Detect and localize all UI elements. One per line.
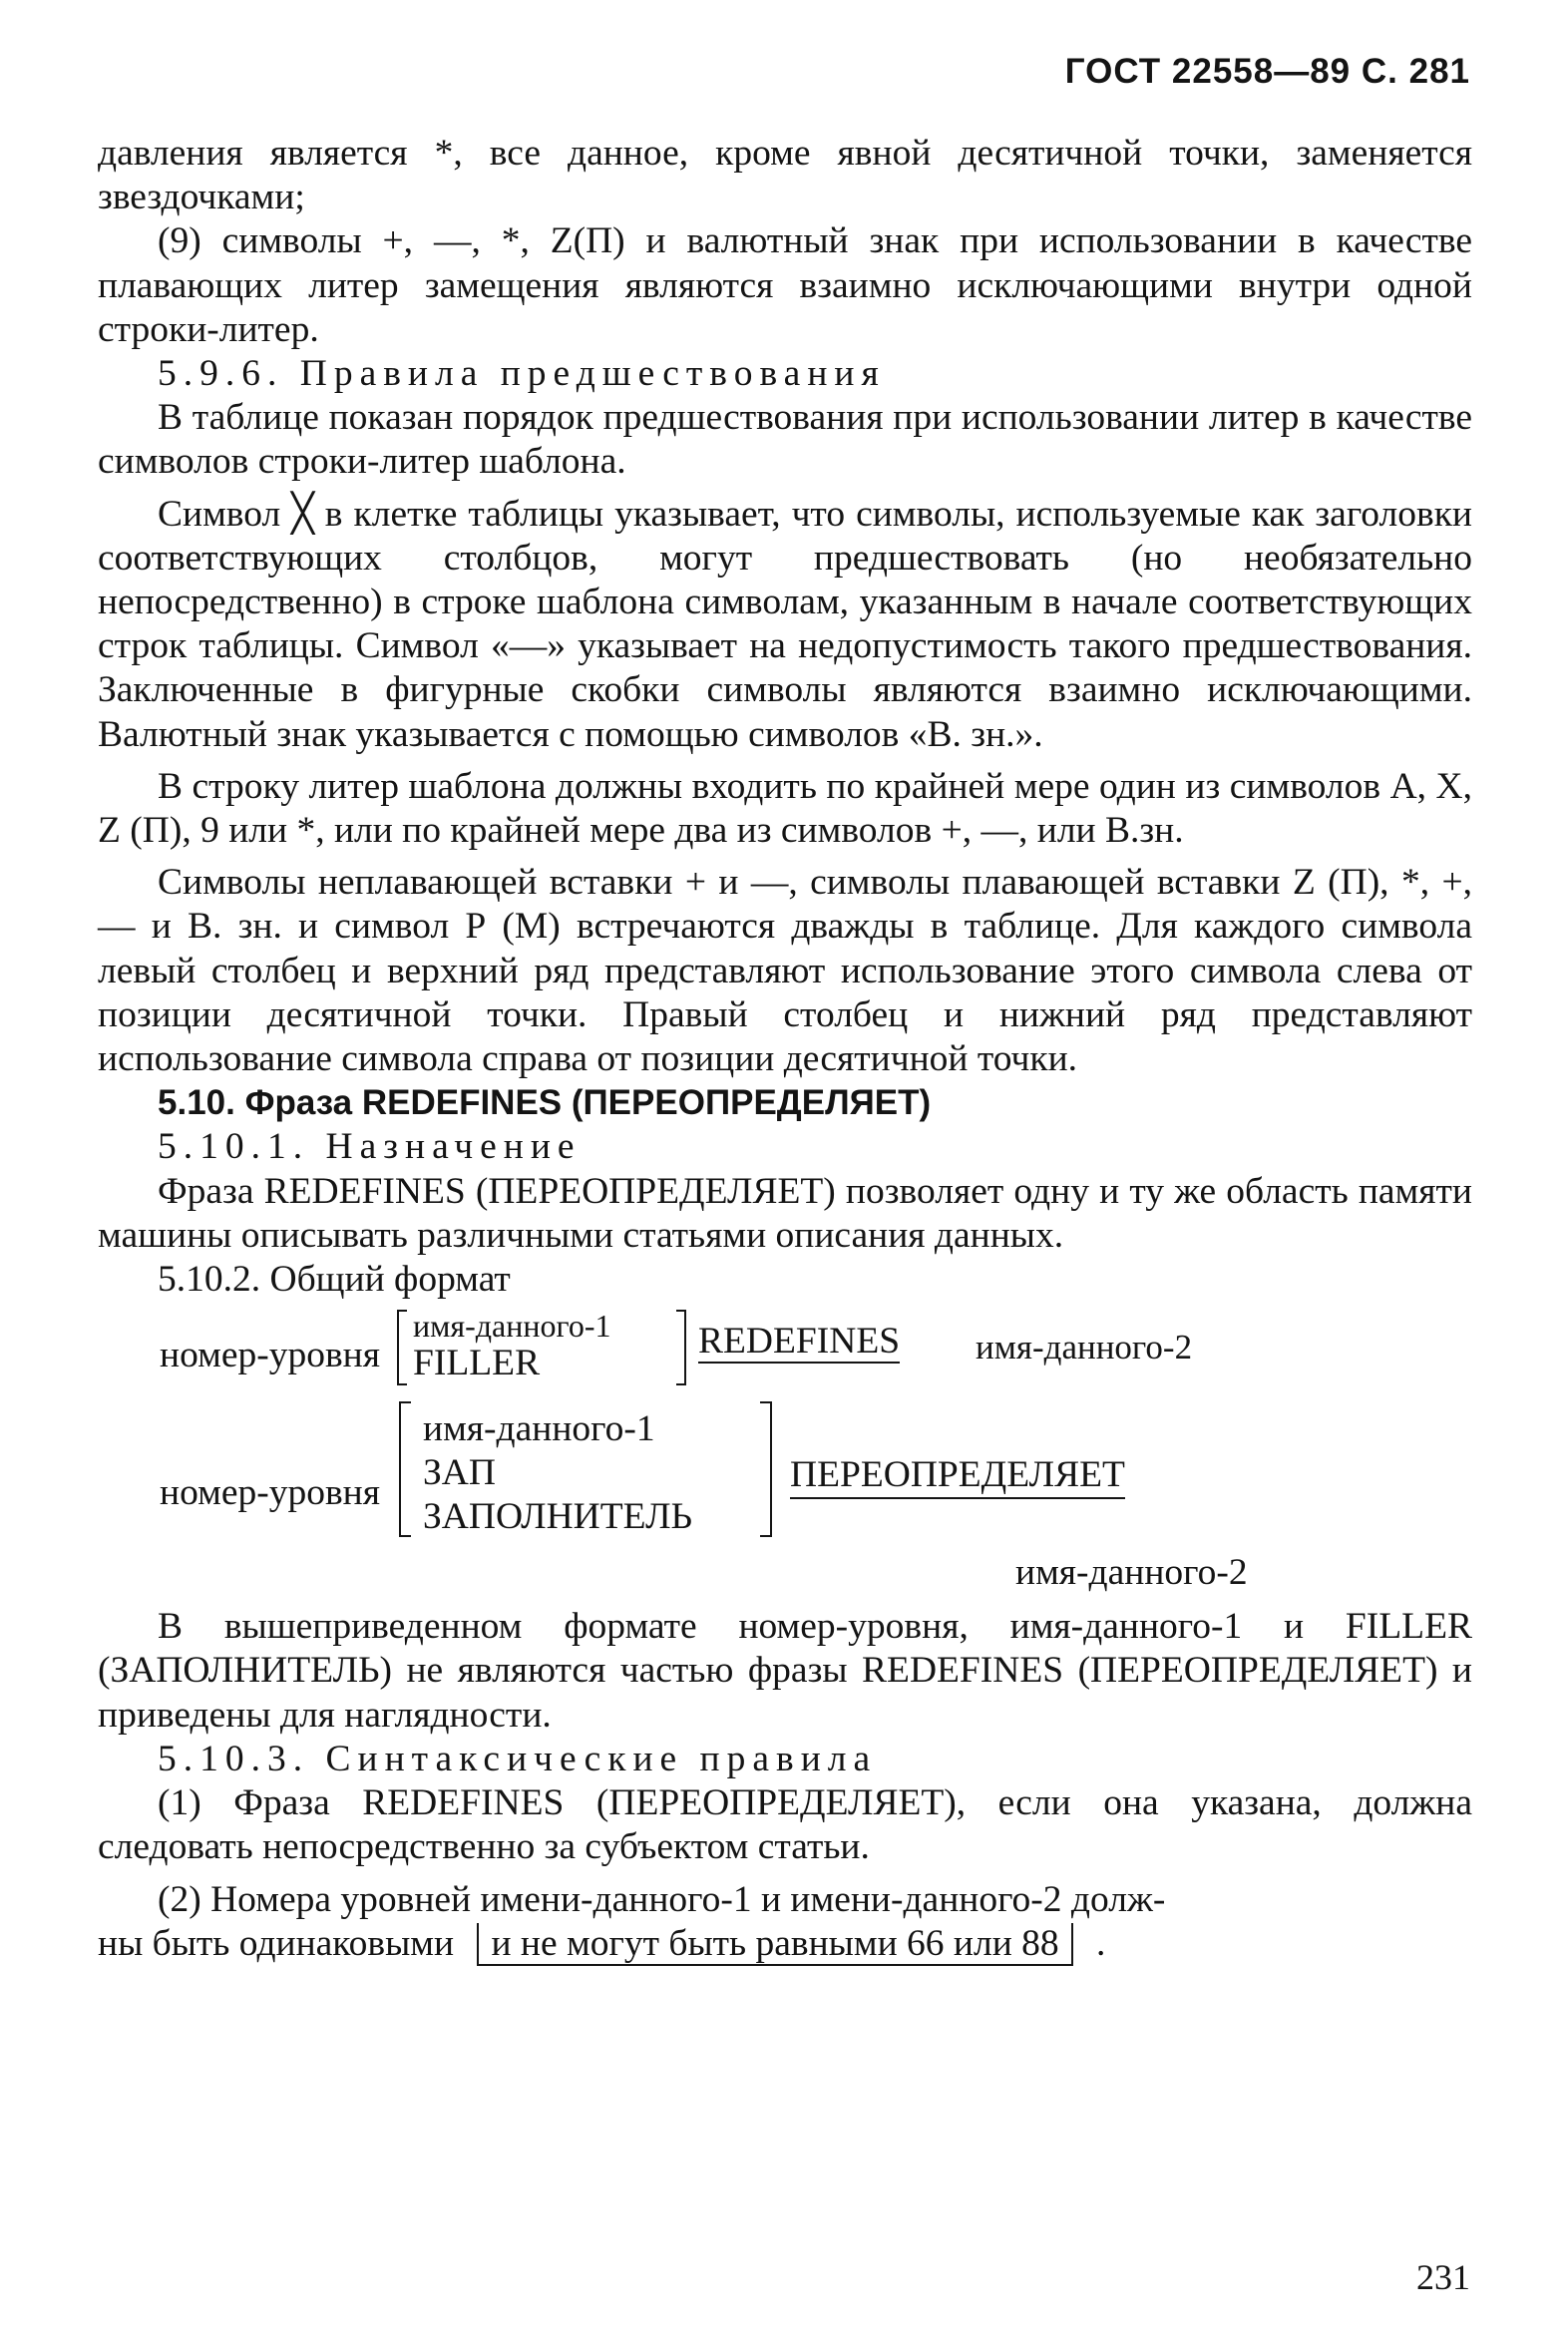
syntax-rule-2-line-1: (2) Номера уровней имени-данного-1 и имени-данного-2 долж- (158, 1878, 1166, 1920)
section-heading-5-10-2: 5.10.2. Общий формат (158, 1259, 511, 1301)
section-heading-5-10-1: 5.10.1. Назначение (158, 1126, 582, 1168)
paragraph-format-note: В вышеприведенном формате номер-уровня, имя-данного-1 и FILLER (ЗАПОЛНИТЕЛЬ) не являются частью фразы REDEFINES (ПЕРЕОПРЕДЕЛЯЕТ) и приведены для наглядности. (98, 1606, 1472, 1736)
format-en-left-bracket (397, 1310, 407, 1385)
rule-9: (9) символы +, —, *, Z(П) и валютный знак при использовании в качестве плавающих литер замещения являются взаимно исключающими внутри одной строки-литер. (98, 220, 1472, 350)
paragraph-continuation: давления является *, все данное, кроме явной десятичной точки, заменяется звездочками; (98, 133, 1472, 218)
paragraph-symbol-cross: Символ ╳ в клетке таблицы указывает, что символы, используемые как заголовки соответствующих столбцов, могут предшествовать (но необязательно непосредственно) в строке шаблона символам, указанным в начале соответствующих строк таблицы. Символ «—» указывает на недопустимость такого предшествования. Заключенные в фигурные скобки символы являются взаимно исключающими. Валютный знак указывается с помощью символов «В. зн.». (98, 493, 1472, 755)
syntax-rule-2-period: . (1096, 1922, 1106, 1964)
general-format-diagram (98, 1304, 1472, 1603)
section-heading-5-10-3: 5.10.3. Синтаксические правила (158, 1738, 878, 1779)
running-header: ГОСТ 22558—89 С. 281 (1064, 52, 1470, 91)
paragraph-purpose: Фраза REDEFINES (ПЕРЕОПРЕДЕЛЯЕТ) позволяет одну и ту же область памяти машины описывать различными статьями описания данных. (98, 1170, 1472, 1256)
syntax-rule-2-line-2 (98, 1922, 1472, 1966)
format-ru-level: номер-уровня (160, 1472, 380, 1514)
format-ru-option-2: ЗАП (423, 1452, 496, 1494)
paragraph-insertion-symbols: Символы неплавающей вставки + и —, символы плавающей вставки Z (П), *, +, — и В. зн. и символ Р (М) встречаются дважды в таблице. Для каждого символа левый столбец и верхний ряд представляют использование этого символа слева от позиции десятичной точки. Правый столбец и нижний ряд представляют использование символа справа от позиции десятичной точки. (98, 862, 1472, 1080)
format-en-level: номер-уровня (160, 1335, 380, 1376)
format-en-target: имя-данного-2 (976, 1328, 1193, 1368)
format-ru-target: имя-данного-2 (1015, 1552, 1248, 1594)
section-heading-5-9-6: 5.9.6. Правила предшествования (158, 353, 886, 395)
syntax-rule-2-text: ны быть одинаковыми (98, 1922, 455, 1964)
format-en-option-2: FILLER (413, 1343, 541, 1384)
page-body (98, 132, 1472, 1966)
format-ru-option-3: ЗАПОЛНИТЕЛЬ (423, 1496, 693, 1538)
format-en-option-1: имя-данного-1 (413, 1308, 611, 1345)
page-number: 231 (1416, 2257, 1470, 2297)
format-ru-keyword: ПЕРЕОПРЕДЕЛЯЕТ (790, 1453, 1125, 1499)
format-ru-left-bracket (399, 1401, 411, 1537)
format-ru-option-1: имя-данного-1 (423, 1408, 655, 1450)
syntax-rule-1: (1) Фраза REDEFINES (ПЕРЕОПРЕДЕЛЯЕТ), если она указана, должна следовать непосредственно за субъектом статьи. (98, 1782, 1472, 1868)
paragraph-required-symbols: В строку литер шаблона должны входить по крайней мере один из символов A, X, Z (П), 9 или *, или по крайней мере два из символов +, —, или В.зн. (98, 765, 1472, 852)
format-en-keyword: REDEFINES (698, 1321, 901, 1363)
paragraph-table-intro: В таблице показан порядок предшествования при использовании литер в качестве символов строки-литер шаблона. (98, 397, 1472, 483)
syntax-rule-2-boxed-text: и не могут быть равными 66 или 88 (477, 1923, 1072, 1966)
format-ru-right-bracket (760, 1401, 772, 1537)
section-heading-5-10: 5.10. Фраза REDEFINES (ПЕРЕОПРЕДЕЛЯЕТ) (158, 1083, 932, 1123)
format-en-right-bracket (676, 1310, 686, 1385)
